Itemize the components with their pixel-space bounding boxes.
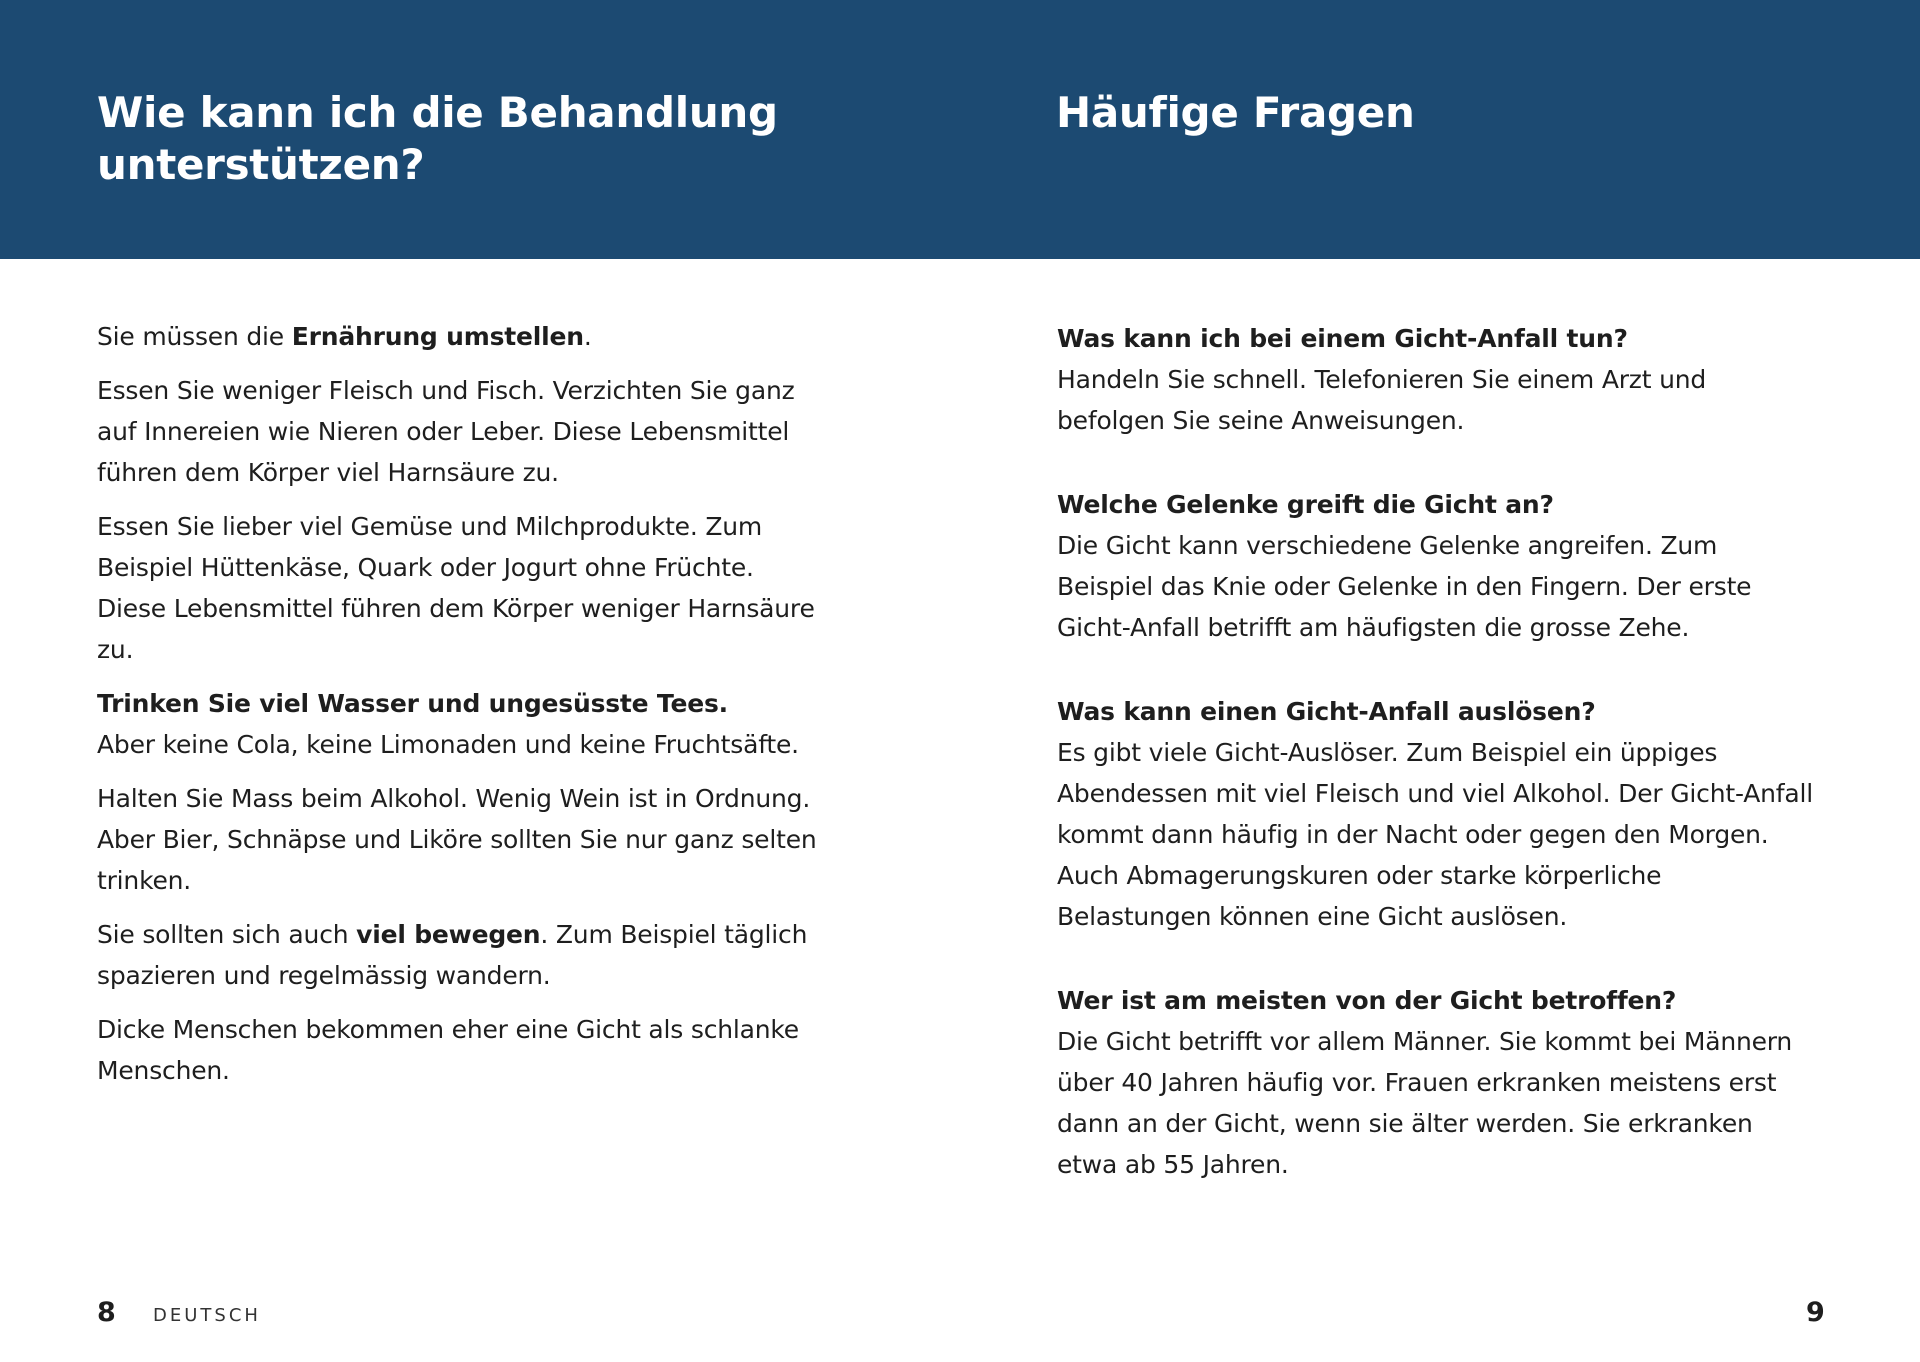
page-number-left: 8 [97, 1297, 116, 1328]
faq-question: Was kann einen Gicht-Anfall auslösen? [1057, 697, 1596, 726]
paragraph-vegetables: Essen Sie lieber viel Gemüse und Milchprodukte. Zum Beispiel Hüttenkäse, Quark oder Jogurt ohne Früchte. Diese Lebensmittel führen dem Körper weniger Harnsäure zu. [97, 512, 815, 664]
page-title-left: Wie kann ich die Behandlung unterstützen? [97, 88, 778, 189]
bold-text: viel bewegen [356, 920, 541, 949]
faq-column [1057, 318, 1817, 1228]
page-title-right: Häufige Fragen [1056, 88, 1415, 137]
faq-answer: Es gibt viele Gicht-Auslöser. Zum Beispiel ein üppiges Abendessen mit viel Fleisch und viel Alkohol. Der Gicht-Anfall kommt dann häufig in der Nacht oder gegen den Morgen. Auch Abmagerungskuren oder starke körperliche Belastungen können eine Gicht auslösen. [1057, 738, 1813, 931]
paragraph-weight: Dicke Menschen bekommen eher eine Gicht als schlanke Menschen. [97, 1015, 799, 1085]
faq-question: Wer ist am meisten von der Gicht betroffen? [1057, 986, 1677, 1015]
paragraph-exercise [97, 914, 817, 996]
faq-answer: Die Gicht kann verschiedene Gelenke angreifen. Zum Beispiel das Knie oder Gelenke in den Fingern. Der erste Gicht-Anfall betrifft am häufigsten die grosse Zehe. [1057, 531, 1752, 642]
faq-item [1057, 484, 1817, 648]
faq-item [1057, 318, 1817, 441]
footer-language-label: DEUTSCH [153, 1305, 261, 1326]
text: . [583, 322, 592, 351]
bold-text: Ernährung umstellen [291, 322, 584, 351]
text: Sie sollten sich auch [97, 920, 357, 949]
faq-question: Was kann ich bei einem Gicht-Anfall tun? [1057, 324, 1628, 353]
left-column [97, 316, 817, 1104]
bold-text: Trinken Sie viel Wasser und ungesüsste Tees. [97, 689, 728, 718]
text: Aber keine Cola, keine Limonaden und keine Fruchtsäfte. [97, 730, 799, 759]
text: . Zum Beispiel täglich spazieren und regelmässig wandern. [97, 920, 808, 990]
faq-answer: Handeln Sie schnell. Telefonieren Sie einem Arzt und befolgen Sie seine Anweisungen. [1057, 365, 1707, 435]
faq-answer: Die Gicht betrifft vor allem Männer. Sie kommt bei Männern über 40 Jahren häufig vor. Frauen erkranken meistens erst dann an der Gicht, wenn sie älter werden. Sie erkranken etwa ab 55 Jahren. [1057, 1027, 1793, 1179]
faq-question: Welche Gelenke greift die Gicht an? [1057, 490, 1554, 519]
text: Sie müssen die [97, 322, 292, 351]
faq-item [1057, 980, 1817, 1185]
paragraph-meat-fish: Essen Sie weniger Fleisch und Fisch. Verzichten Sie ganz auf Innereien wie Nieren oder Leber. Diese Lebensmittel führen dem Körper viel Harnsäure zu. [97, 376, 795, 487]
page-number-right: 9 [1806, 1297, 1825, 1328]
paragraph-nutrition [97, 316, 817, 357]
paragraph-drinks [97, 683, 817, 765]
paragraph-alcohol: Halten Sie Mass beim Alkohol. Wenig Wein ist in Ordnung. Aber Bier, Schnäpse und Liköre sollten Sie nur ganz selten trinken. [97, 784, 817, 895]
faq-item [1057, 691, 1817, 937]
